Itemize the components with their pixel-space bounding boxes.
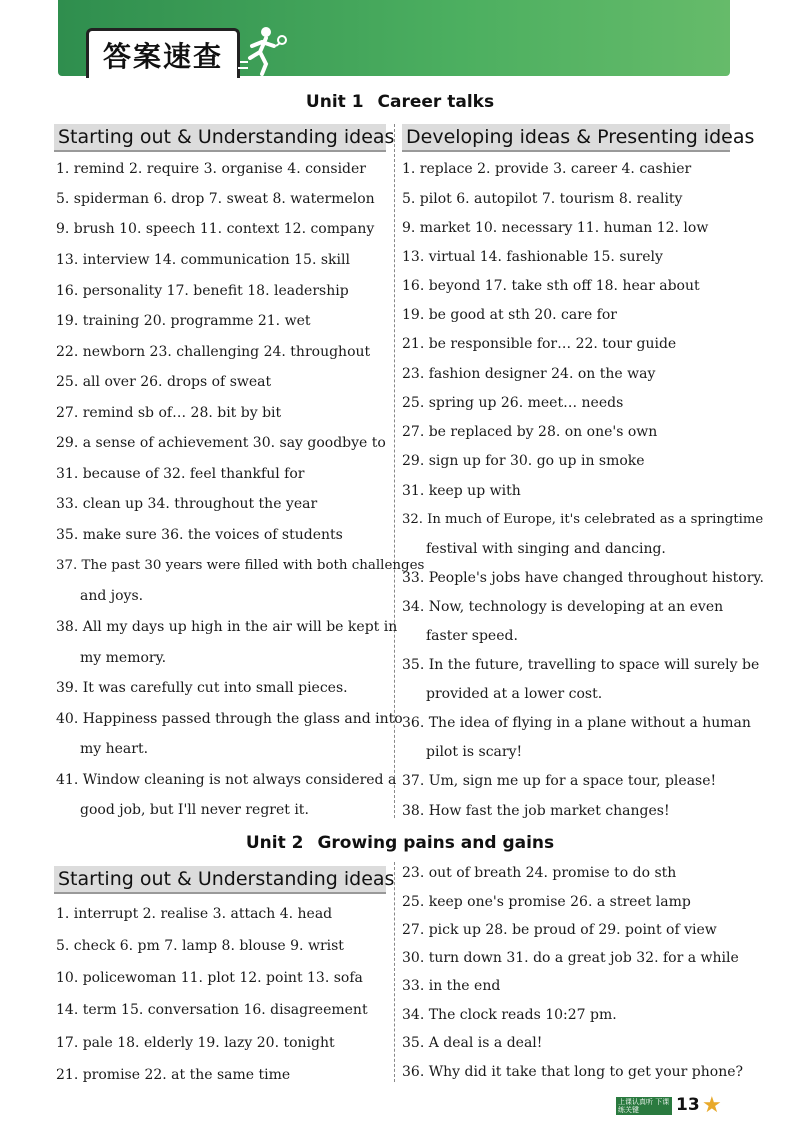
unit2-number: Unit 2: [245, 833, 304, 853]
unit1-number: Unit 1: [305, 92, 364, 112]
list-item: 29. sign up for 30. go up in smoke: [402, 453, 645, 469]
list-item: 34. The clock reads 10:27 pm.: [402, 1007, 617, 1023]
list-item: 10. policewoman 11. plot 12. point 13. sofa: [56, 970, 363, 986]
header-title: 答案速查: [102, 39, 223, 73]
unit2-divider: [394, 862, 395, 1082]
list-item: 39. It was carefully cut into small pieces.: [56, 680, 348, 696]
list-item: 33. in the end: [402, 978, 501, 994]
runner-icon: [236, 24, 292, 76]
list-item: 14. term 15. conversation 16. disagreement: [56, 1002, 368, 1018]
list-item: pilot is scary!: [426, 744, 523, 760]
unit1-left-heading: Starting out & Understanding ideas: [54, 124, 386, 152]
list-item: faster speed.: [426, 628, 518, 644]
unit1-title: [0, 92, 800, 112]
list-item: 38. All my days up high in the air will be kept in: [56, 619, 398, 635]
list-item: 1. remind 2. require 3. organise 4. consider: [56, 161, 366, 177]
list-item: 19. be good at sth 20. care for: [402, 307, 617, 323]
list-item: 34. Now, technology is developing at an even: [402, 599, 724, 615]
header-tab: [86, 28, 240, 78]
list-item: 36. The idea of flying in a plane without a human: [402, 715, 751, 731]
list-item: good job, but I'll never regret it.: [80, 802, 309, 818]
list-item: 19. training 20. programme 21. wet: [56, 313, 311, 329]
list-item: provided at a lower cost.: [426, 686, 603, 702]
list-item: 1. interrupt 2. realise 3. attach 4. head: [56, 906, 333, 922]
list-item: 25. spring up 26. meet… needs: [402, 395, 624, 411]
list-item: 17. pale 18. elderly 19. lazy 20. tonight: [56, 1035, 335, 1051]
list-item: 33. clean up 34. throughout the year: [56, 496, 318, 512]
list-item: 33. People's jobs have changed throughout history.: [402, 570, 764, 586]
list-item: 37. Um, sign me up for a space tour, please!: [402, 773, 717, 789]
list-item: 1. replace 2. provide 3. career 4. cashier: [402, 161, 692, 177]
list-item: 32. In much of Europe, it's celebrated as a springtime: [402, 512, 764, 527]
list-item: my heart.: [80, 741, 149, 757]
star-icon: ★: [702, 1093, 722, 1118]
list-item: 16. beyond 17. take sth off 18. hear about: [402, 278, 700, 294]
list-item: 23. fashion designer 24. on the way: [402, 366, 656, 382]
unit2-name: Growing pains and gains: [317, 833, 555, 853]
list-item: 37. The past 30 years were filled with both challenges: [56, 558, 425, 573]
unit1-right-heading: Developing ideas & Presenting ideas: [402, 124, 730, 152]
page-footer: [616, 1093, 736, 1117]
unit2-title: [0, 833, 800, 853]
list-item: 27. be replaced by 28. on one's own: [402, 424, 658, 440]
list-item: 29. a sense of achievement 30. say goodbye to: [56, 435, 386, 451]
list-item: 21. promise 22. at the same time: [56, 1067, 291, 1083]
list-item: 38. How fast the job market changes!: [402, 803, 670, 819]
list-item: 16. personality 17. benefit 18. leadership: [56, 283, 349, 299]
list-item: 25. all over 26. drops of sweat: [56, 374, 272, 390]
unit1-name: Career talks: [377, 92, 495, 112]
list-item: and joys.: [80, 588, 144, 604]
list-item: 5. spiderman 6. drop 7. sweat 8. watermelon: [56, 191, 375, 207]
list-item: 22. newborn 23. challenging 24. throughout: [56, 344, 371, 360]
list-item: 35. make sure 36. the voices of students: [56, 527, 343, 543]
list-item: 30. turn down 31. do a great job 32. for a while: [402, 950, 739, 966]
list-item: 9. brush 10. speech 11. context 12. company: [56, 221, 375, 237]
list-item: 31. keep up with: [402, 483, 521, 499]
list-item: 35. A deal is a deal!: [402, 1035, 543, 1051]
list-item: 40. Happiness passed through the glass and into: [56, 711, 403, 727]
list-item: 25. keep one's promise 26. a street lamp: [402, 894, 691, 910]
list-item: 36. Why did it take that long to get your phone?: [402, 1064, 744, 1080]
list-item: 31. because of 32. feel thankful for: [56, 466, 305, 482]
list-item: 5. pilot 6. autopilot 7. tourism 8. reality: [402, 191, 683, 207]
list-item: 41. Window cleaning is not always considered a: [56, 772, 397, 788]
list-item: 21. be responsible for… 22. tour guide: [402, 336, 677, 352]
unit2-left-heading: Starting out & Understanding ideas: [54, 866, 386, 894]
list-item: my memory.: [80, 650, 167, 666]
list-item: 23. out of breath 24. promise to do sth: [402, 865, 677, 881]
list-item: 9. market 10. necessary 11. human 12. low: [402, 220, 709, 236]
page-number: 13: [676, 1095, 700, 1115]
list-item: 27. remind sb of… 28. bit by bit: [56, 405, 282, 421]
list-item: 35. In the future, travelling to space will surely be: [402, 657, 760, 673]
footer-badge-text: 上课认真听 下课练关键: [618, 1098, 670, 1114]
list-item: 13. interview 14. communication 15. skill: [56, 252, 350, 268]
list-item: festival with singing and dancing.: [426, 541, 666, 557]
list-item: 27. pick up 28. be proud of 29. point of view: [402, 922, 717, 938]
list-item: 5. check 6. pm 7. lamp 8. blouse 9. wrist: [56, 938, 344, 954]
list-item: 13. virtual 14. fashionable 15. surely: [402, 249, 663, 265]
